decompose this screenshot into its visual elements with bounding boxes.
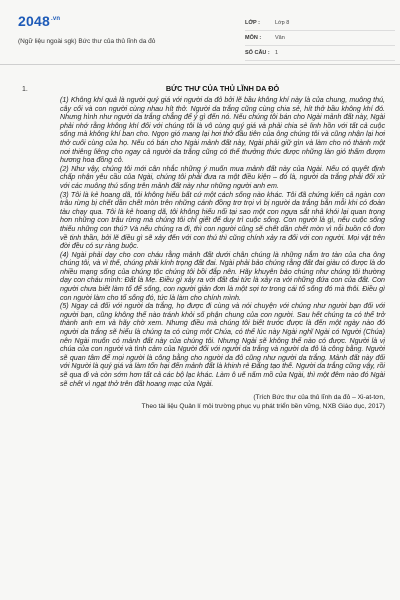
meta-row-subject — [245, 31, 395, 46]
source-citation: (Trích Bức thư của thủ lĩnh da đỏ – Xi-at-tơn, — [253, 394, 385, 402]
question-content — [60, 84, 385, 411]
header — [18, 8, 388, 60]
paragraph: (4) Ngài phải dạy cho con cháu rằng mảnh đất dưới chân chúng là những nắm tro tàn của cha ông chúng tôi, và vì thế, chúng phải kính trọng đất đai. Ngài phải bảo chúng rằng đất đai giàu có được là do nhiều mạng sống của chúng tộc chúng tôi bồi đắp nên. Hãy khuyên bảo chúng như chúng tôi thường dạy con cháu mình: Đất là Mẹ. Điều gì xảy ra với đất đai tức là xảy ra với những đứa con của đất. Con người chưa biết làm tổ để sống, con người giản đơn là một sợi tơ trong cái tổ sống đó mà thôi. Điều gì con người làm cho tổ sống đó, tức là làm cho chính mình. — [60, 250, 385, 302]
meta-label: LỚP : — [245, 20, 260, 26]
paragraph: (5) Ngay cả đối với người da trắng, họ được đi cùng và nói chuyện với chúng như người bạn đối với người bạn, cũng không thể nào tránh khỏi số phận chung của con người. Sau hết chúng ta có thể trở thành anh em và hãy chờ xem. Nhưng điều mà chúng tôi biết trước được là đến một ngày nào đó người da trắng sẽ hiểu là chúng ta có cùng một Chúa, có thể lúc này Ngài nghĩ Ngài có Người (Chúa) nên Ngài muốn có mảnh đất này của chúng tôi. Nhưng Ngài sẽ không thể nào có được. Người là vị chúa của con người và tình cảm của Người đối với người da trắng và người da đỏ là công bằng. Người sẽ quan tâm để mọi người là công bằng cho người da đỏ cũng như người da trắng. Mảnh đất này đối với Người là quý giá và làm tổn hại đến mảnh đất là khinh rẻ Đấng tạo thế. Người da trắng cũng vậy, rồi sẽ qua đi và còn sớm hơn tất cả các bộ lạc khác. Làm ô uế nấm mồ của Ngài, thì một đêm nào đó Ngài sẽ chết vì ngạt thở trên đất hoang mạc của Ngài. — [60, 302, 385, 388]
logo-text: 2048 — [18, 13, 50, 29]
meta-table — [245, 16, 395, 61]
source-citation-detail: Theo tài liệu Quản lí môi trường phục vụ phát triển bền vững, NXB Giáo dục, 2017) — [141, 402, 385, 410]
meta-row-question-count — [245, 46, 395, 61]
question-number: 1. — [22, 86, 28, 93]
header-divider — [0, 64, 400, 65]
meta-value: Lớp 8 — [275, 20, 290, 26]
paragraph: (2) Như vậy, chúng tôi mới cân nhắc những ý muốn mua mảnh đất này của Ngài. Nếu có quyết định chấp nhận yêu cầu của Ngài, chúng tôi phải đưa ra một điều kiện – đó là, người da trắng phải đối xử với các muông thú sống trên mảnh đất này như những người anh em. — [60, 164, 385, 190]
meta-label: SỐ CÂU : — [245, 50, 270, 56]
meta-row-class — [245, 16, 395, 31]
document-subtitle: (Ngữ liệu ngoài sgk) Bức thư của thủ lĩnh da đỏ — [18, 38, 156, 45]
site-logo[interactable] — [18, 13, 60, 29]
passage-title: BỨC THƯ CỦA THỦ LĨNH DA ĐỎ — [165, 84, 280, 93]
paragraph: (3) Tôi là kẻ hoang dã, tôi không hiểu bất cứ một cách sống nào khác. Tôi đã chứng kiến cả ngàn con trâu rừng bị chết dần chết mòn trên những cánh đồng trơ trọi vì bị người da trắng bắn mỗi khi có đoàn tàu chạy qua. Tôi là kẻ hoang dã, tôi không hiểu nổi tại sao một con ngựa sắt nhả khói lại quan trọng hơn những con trâu rừng mà chúng tôi chỉ giết để duy trì cuộc sống. Con người là gì, nếu cuộc sống thiếu những con thú? Và nếu chúng ra đi, thì con người cũng sẽ chết dần chết mòn vì nỗi buồn cô đơn về tinh thần, bởi lẽ điều gì sẽ xảy đến với con thú thì cũng chính xảy ra đối với con người. Mọi vật trên đời đều có sự ràng buộc. — [60, 190, 385, 251]
logo-suffix: .vn — [50, 16, 61, 23]
meta-label: MÔN : — [245, 35, 262, 41]
meta-value: 1 — [275, 50, 279, 56]
paragraph: (1) Không khí quả là người quý giá với người da đỏ bởi lẽ bầu không khí này là của chung, muông thú, cây cối và con người cùng nhau hít thở. Người da trắng cũng cùng chia sẻ, hít thở bầu không khí đó. Nhưng hình như người da trắng chẳng để ý gì đến nó. Nếu chúng tôi bán cho Ngài mảnh đất này, Ngài phải nhớ rằng không khí đối với chúng tôi là vô cùng quý giá và phải chia sẻ linh hồn với tất cả cuộc sống mà không khí ban cho. Ngọn gió mang lại hơi thở đầu tiên của ông chúng tôi và cũng nhận lại hơi thở cuối cùng của họ. Nếu có bán cho Ngài mảnh đất này, Ngài phải giữ gìn và làm cho nó thành một nơi thiêng liêng cho ngay cả người da trắng cũng có thể thưởng thức được những làn gió thấm đượm hương hoa đồng cỏ. — [60, 96, 385, 165]
meta-value: Văn — [275, 35, 285, 41]
